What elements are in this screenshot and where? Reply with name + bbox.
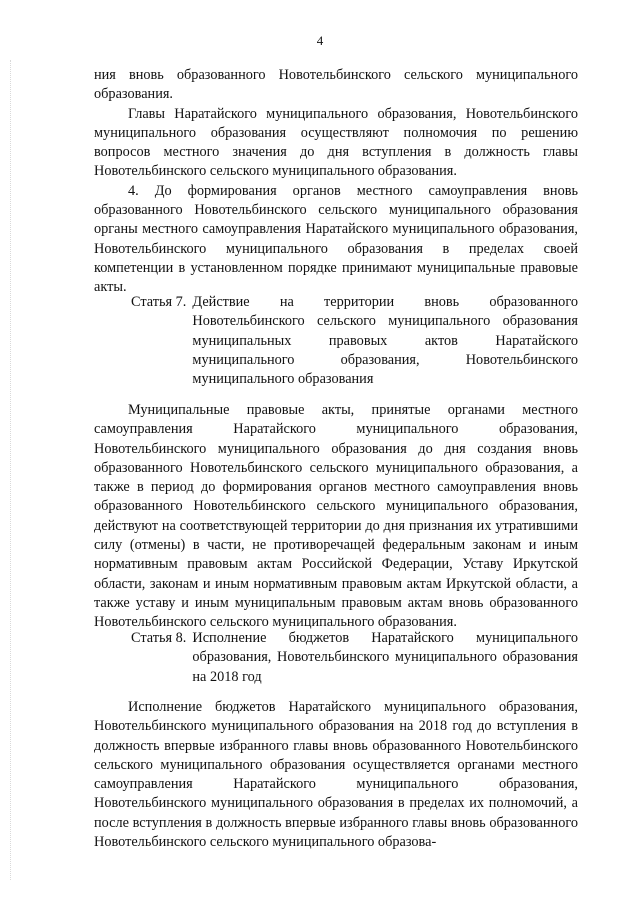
paragraph-article-8-body: Исполнение бюджетов Наратайского муниципального образования, Новотельбинского муниципального образования на 2018 год до вступления в должность впервые избранного главы вновь образованного Новотельбинского сельского муниципального образования осуществляется органами местного самоуправления Наратайского муниципального образования, Новотельбинского муниципального образования в пределах их полномочий, а после вступления в должность впервые избранного главы вновь образованного Новотельбинского сельского муниципального образова- [94, 699, 578, 851]
article-8-title: Исполнение бюджетов Наратайского муниципального образования, Новотельбинского муниципального образования на 2018 год [192, 630, 578, 685]
article-8-label: Статья 8. [131, 630, 187, 646]
page-number: 4 [316, 33, 324, 48]
article-7-title: Действие на территории вновь образованного Новотельбинского сельского муниципального образования муниципальных правовых актов Наратайского муниципального образования, Новотельбинского муниципального образования [192, 294, 578, 388]
paragraph-heads-authority: Главы Наратайского муниципального образования, Новотельбинского муниципального образования осуществляют полномочия по решению вопросов местного значения до дня вступления в должность главы Новотельбинского сельского муниципального образования. [94, 105, 578, 180]
paragraph-item-4: 4. До формирования органов местного самоуправления вновь образованного Новотельбинского сельского муниципального образования органы местного самоуправления Наратайского муниципального образования, Новотельбинского муниципального образования в пределах своей компетенции в установленном порядке принимают муниципальные правовые акты. [94, 182, 578, 296]
article-8-heading [131, 629, 578, 687]
paragraph-continuation: ния вновь образованного Новотельбинского сельского муниципального образования. [94, 67, 578, 103]
text-block-3 [94, 698, 578, 852]
paragraph-article-7-body: Муниципальные правовые акты, принятые органами местного самоуправления Наратайского муниципального образования, Новотельбинского муниципального образования до дня создания вновь образованного Новотельбинского сельского муниципального образования, а также в период до формирования органов местного самоуправления вновь образованного Новотельбинского сельского муниципального образования, действуют на соответствующей территории до дня признания их утратившими силу (отмены) в части, не противоречащей федеральным законам и иным нормативным правовым актам Российской Федерации, Уставу Иркутской области, законам и иным нормативным правовым актам Иркутской области, а также уставу и иным муниципальным правовым актам вновь образованного Новотельбинского сельского муниципального образования. [94, 402, 578, 631]
scan-margin-line [10, 60, 11, 880]
text-block-2 [94, 401, 578, 633]
text-block-1 [94, 66, 578, 298]
article-7-label: Статья 7. [131, 294, 187, 310]
article-7-heading [131, 293, 578, 389]
